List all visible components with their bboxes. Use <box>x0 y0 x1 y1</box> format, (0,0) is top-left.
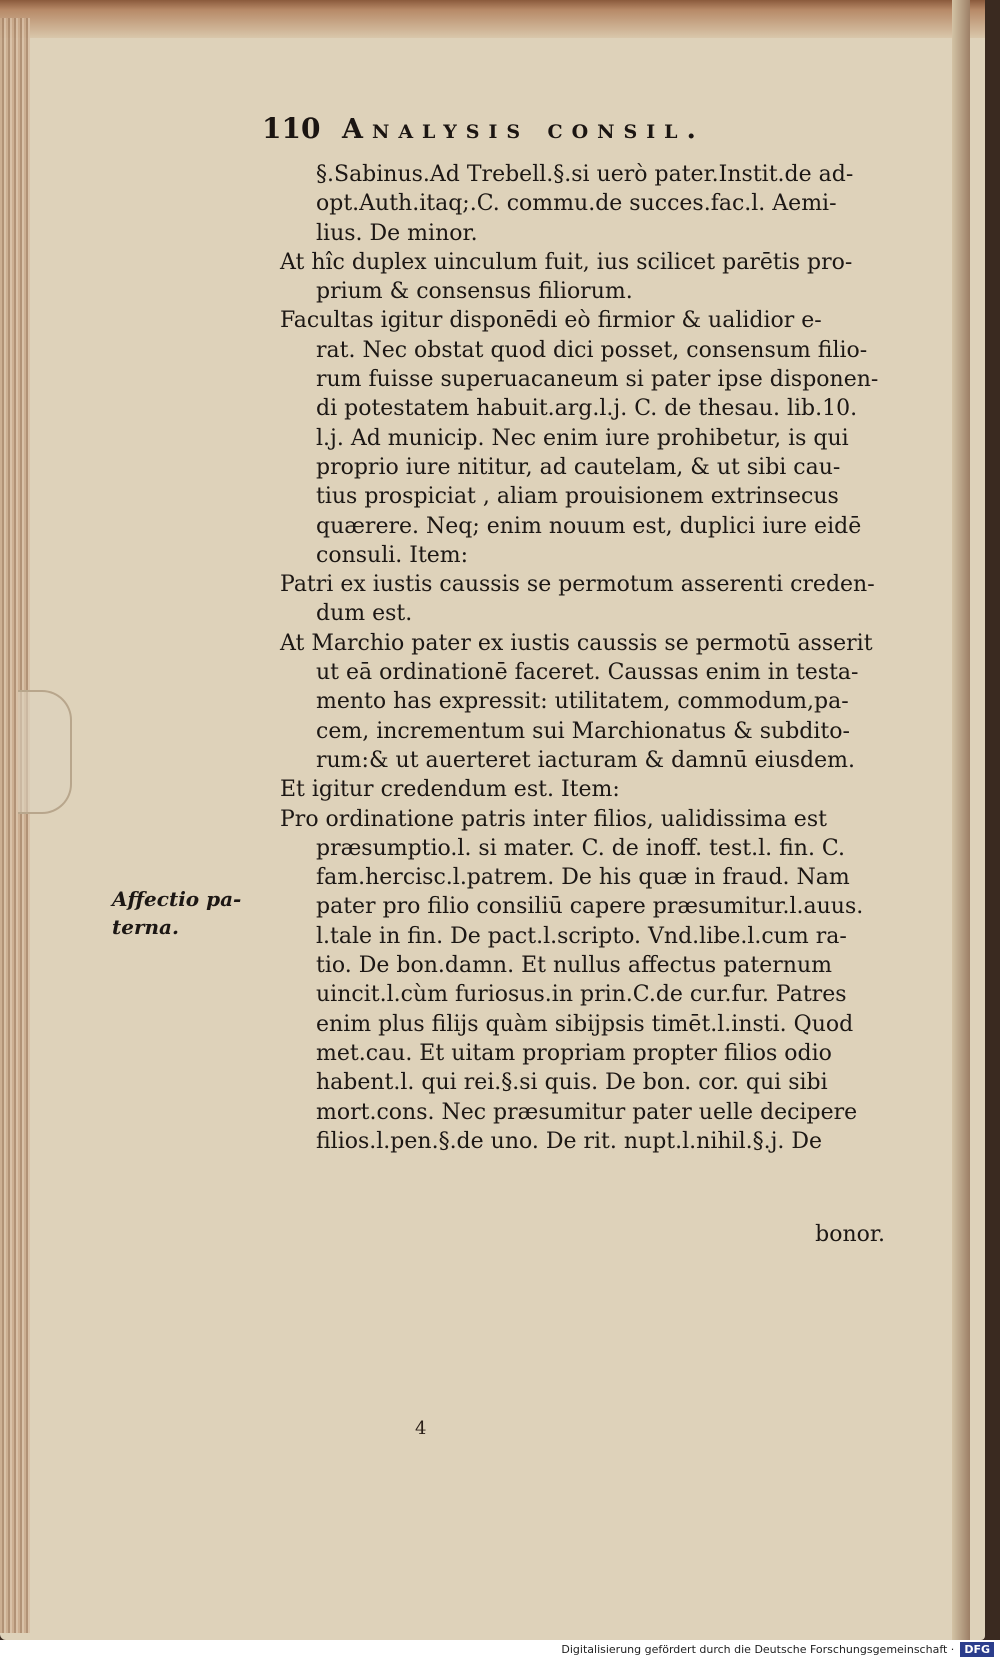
text-line-content: tius prospiciat , aliam prouisionem extrinsecus <box>316 484 839 510</box>
text-line-content: prium & consensus filiorum. <box>316 279 633 305</box>
page-clip <box>18 690 72 814</box>
text-line-content: rum fuisse superuacaneum si pater ipse disponen- <box>316 367 879 393</box>
text-line-content: habent.l. qui rei.§.si quis. De bon. cor. qui sibi <box>316 1070 828 1096</box>
text-line <box>280 980 902 1009</box>
text-line <box>280 277 902 306</box>
text-line <box>280 306 902 335</box>
text-line-content: met.cau. Et uitam propriam propter filios odio <box>316 1040 832 1066</box>
text-line-content: Patri ex iustis caussis se permotum asserenti creden- <box>280 572 875 598</box>
text-line-content: §.Sabinus.Ad Trebell.§.si uerò pater.Instit.de ad- <box>316 162 854 187</box>
body-text <box>280 160 902 1156</box>
text-line-content: quærere. Neq; enim nouum est, duplici iure eidē <box>316 513 862 539</box>
text-line-content: proprio iure nititur, ad cautelam, & ut sibi cau- <box>316 454 841 480</box>
text-line <box>280 512 902 541</box>
text-line <box>280 658 902 687</box>
page-number: 110 <box>262 112 321 145</box>
text-line-content: cem, incrementum sui Marchionatus & subdito- <box>316 718 850 744</box>
marginal-note <box>112 885 262 941</box>
text-line-content: l.j. Ad municip. Nec enim iure prohibetur, is qui <box>316 425 849 451</box>
text-line-content: lius. De minor. <box>316 220 478 246</box>
text-line-content: At Marchio pater ex iustis caussis se permotū asserit <box>280 630 873 656</box>
text-line <box>280 336 902 365</box>
text-line-content: præsumptio.l. si mater. C. de inoff. test.l. fin. C. <box>316 835 845 861</box>
text-line-content: filios.l.pen.§.de uno. De rit. nupt.l.nihil.§.j. De <box>316 1128 823 1154</box>
catchword: bonor. <box>815 1222 885 1247</box>
text-line <box>280 775 902 804</box>
text-line-content: enim plus filijs quàm sibijpsis timēt.l.insti. Quod <box>316 1011 854 1037</box>
text-line <box>280 1098 902 1127</box>
text-line <box>280 805 902 834</box>
text-line-content: At hîc duplex uinculum fuit, ius scilicet parētis pro- <box>280 249 853 275</box>
marginal-note-line: terna. <box>112 915 179 939</box>
text-line-content: pater pro filio consiliū capere præsumitur.l.auus. <box>316 894 864 920</box>
text-line <box>280 1068 902 1097</box>
text-line-content: rat. Nec obstat quod dici posset, consensum filio- <box>316 337 868 363</box>
signature-mark: 4 <box>415 1418 427 1439</box>
text-line <box>280 951 902 980</box>
footer-credit: Digitalisierung gefördert durch die Deutsche Forschungsgemeinschaft · <box>561 1643 955 1656</box>
text-line-content: mort.cons. Nec præsumitur pater uelle decipere <box>316 1099 858 1125</box>
text-line-content: ut eā ordinationē faceret. Caussas enim in testa- <box>316 660 859 686</box>
text-line <box>280 834 902 863</box>
text-line-content: mento has expressit: utilitatem, commodum,pa- <box>316 689 849 715</box>
book-top-edge <box>0 0 985 38</box>
book-gutter <box>952 0 970 1640</box>
text-line-content: Facultas igitur disponēdi eò firmior & ualidior e- <box>280 308 822 334</box>
text-line <box>280 922 902 951</box>
text-line <box>280 1127 902 1156</box>
text-line-content: Pro ordinatione patris inter filios, ualidissima est <box>280 806 827 832</box>
text-line-content: l.tale in fin. De pact.l.scripto. Vnd.libe.l.cum ra- <box>316 923 847 949</box>
text-line <box>280 541 902 570</box>
text-line <box>280 248 902 277</box>
text-line-content: tio. De bon.damn. Et nullus affectus paternum <box>316 953 832 979</box>
text-line <box>280 219 902 248</box>
text-line <box>280 599 902 628</box>
dfg-logo: DFG <box>960 1642 994 1657</box>
text-line <box>280 1010 902 1039</box>
text-line-content: uincit.l.cùm furiosus.in prin.C.de cur.fur. Patres <box>316 982 847 1008</box>
book-page-edges <box>0 18 30 1633</box>
text-line <box>280 892 902 921</box>
text-line-content: consuli. Item: <box>316 542 469 568</box>
text-line <box>280 160 902 189</box>
text-line <box>280 365 902 394</box>
text-line <box>280 717 902 746</box>
text-line-content: rum:& ut auerteret iacturam & damnū eiusdem. <box>316 747 855 773</box>
text-line-content: Et igitur credendum est. Item: <box>280 777 620 803</box>
text-line-content: di potestatem habuit.arg.l.j. C. de thesau. lib.10. <box>316 396 858 422</box>
text-line <box>280 629 902 658</box>
marginal-note-line: Affectio pa- <box>112 887 242 911</box>
text-line <box>280 746 902 775</box>
page-header <box>262 112 912 152</box>
digitization-footer <box>0 1640 1000 1659</box>
text-line-content: opt.Auth.itaq;.C. commu.de succes.fac.l. Aemi- <box>316 191 837 217</box>
text-line <box>280 189 902 218</box>
text-line <box>280 570 902 599</box>
text-line-content: dum est. <box>316 601 413 627</box>
text-line <box>280 394 902 423</box>
text-line <box>280 482 902 511</box>
text-line <box>280 1039 902 1068</box>
text-line <box>280 687 902 716</box>
running-head: Analysis consil. <box>342 114 705 145</box>
text-line-content: fam.hercisc.l.patrem. De his quæ in fraud. Nam <box>316 865 850 891</box>
text-line <box>280 424 902 453</box>
text-line <box>280 863 902 892</box>
text-line <box>280 453 902 482</box>
